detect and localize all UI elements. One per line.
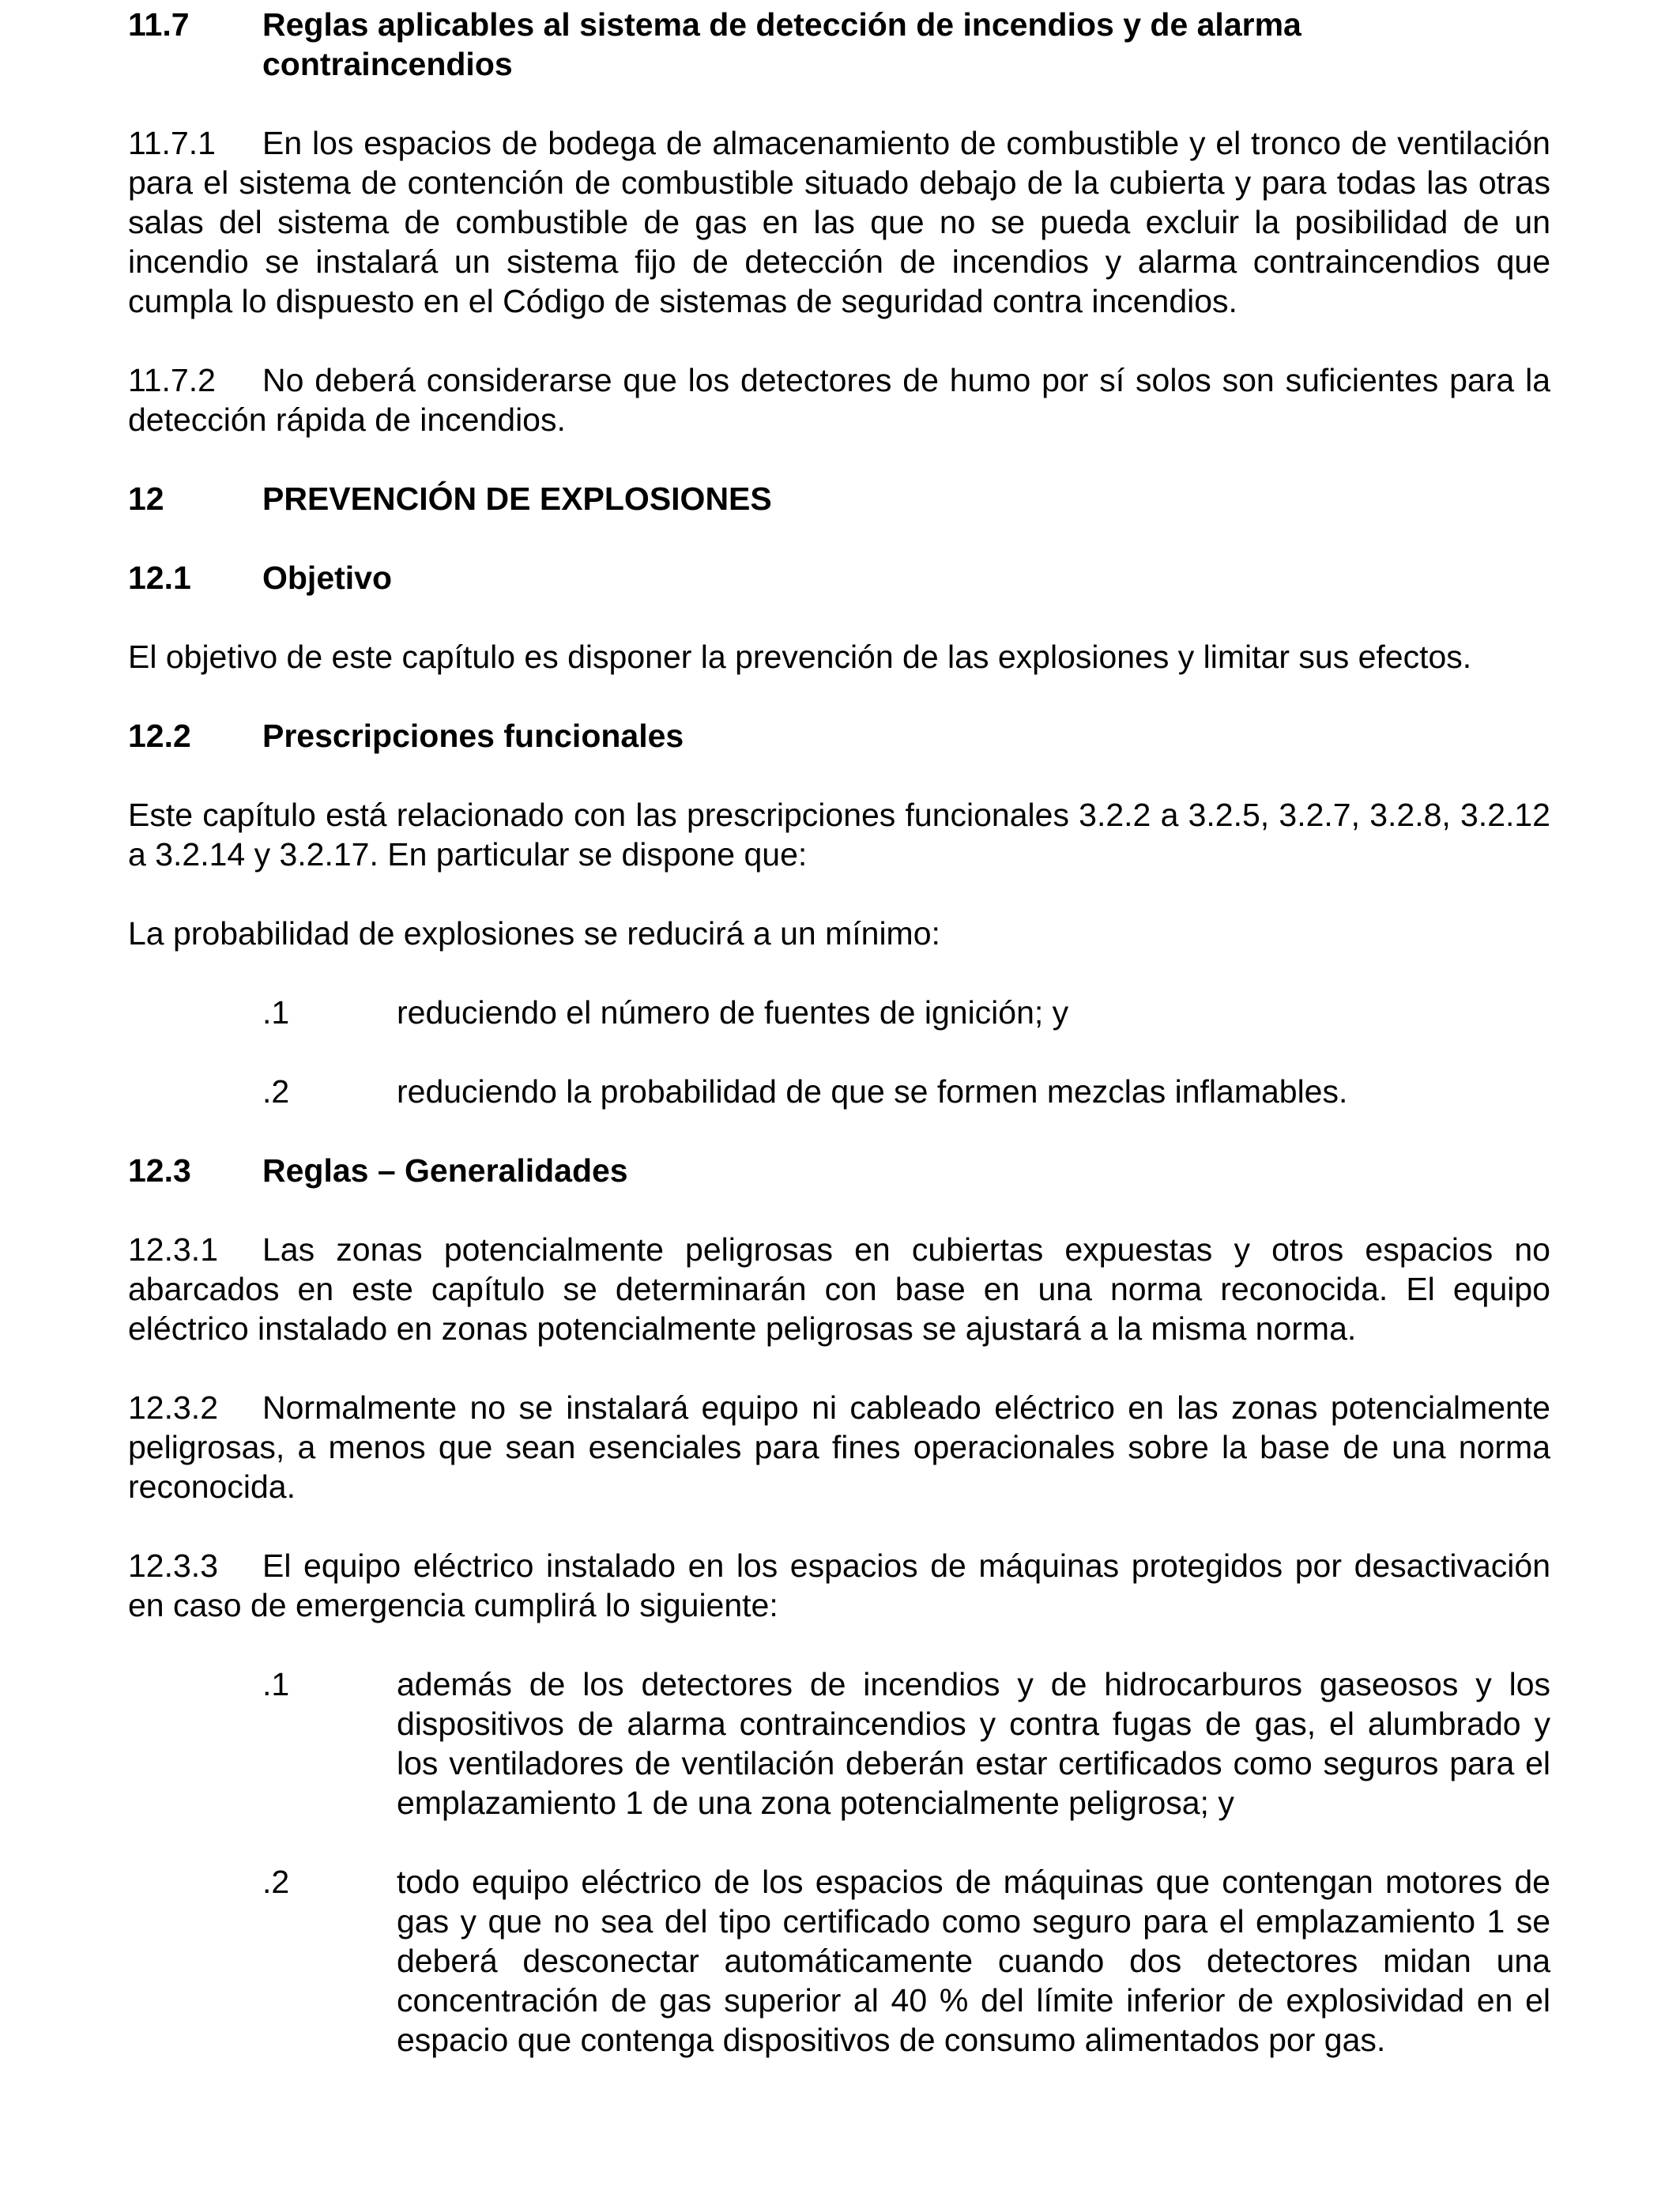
paragraph-number: 12.3.3 xyxy=(128,1547,218,1584)
section-title: Reglas aplicables al sistema de detección de incendios y de alarma contraincendios xyxy=(262,6,1301,82)
paragraph-12-2-intro: Este capítulo está relacionado con las prescripciones funcionales 3.2.2 a 3.2.5, 3.2.7, 3.2.8, 3.2.12 a 3.2.14 y 3.2.17. En particular se dispone que: xyxy=(128,797,1550,873)
list-item-text: reduciendo el número de fuentes de ignición; y xyxy=(397,994,1069,1031)
section-number: 12.1 xyxy=(128,560,191,596)
paragraph-number: 11.7.2 xyxy=(128,362,216,398)
paragraph-number: 12.3.1 xyxy=(128,1231,218,1268)
list-item-number: .1 xyxy=(262,994,290,1031)
paragraph-text: Las zonas potencialmente peligrosas en cubiertas expuestas y otros espacios no abarcados en este capítulo se determinarán con base en una norma reconocida. El equipo eléctrico instalado en zonas potencialmente peligrosas se ajustará a la misma norma. xyxy=(128,1231,1550,1347)
paragraph-12-3-3 xyxy=(128,1546,1550,1625)
section-number: 12.2 xyxy=(128,718,191,754)
section-number: 12 xyxy=(128,481,164,517)
section-heading-12-2 xyxy=(128,716,1550,756)
paragraph-12-2-lead: La probabilidad de explosiones se reducirá a un mínimo: xyxy=(128,915,940,952)
list-item xyxy=(128,993,1550,1032)
paragraph-number: 12.3.2 xyxy=(128,1389,218,1426)
list-item-number: .1 xyxy=(262,1666,290,1702)
paragraph-11-7-1 xyxy=(128,123,1550,321)
list-item-number: .2 xyxy=(262,1864,290,1900)
section-heading-12-1 xyxy=(128,558,1550,598)
paragraph-text: En los espacios de bodega de almacenamiento de combustible y el tronco de ventilación para el sistema de contención de combustible situado debajo de la cubierta y para todas las otras salas del sistema de combustible de gas en las que no se pueda excluir la posibilidad de un incendio se instalará un sistema fijo de detección de incendios y alarma contraincendios que cumpla lo dispuesto en el Código de sistemas de seguridad contra incendios. xyxy=(128,125,1550,319)
list-item xyxy=(128,1862,1550,2060)
paragraph-12-3-2 xyxy=(128,1388,1550,1506)
paragraph-text: Normalmente no se instalará equipo ni cableado eléctrico en las zonas potencialmente peligrosas, a menos que sean esenciales para fines operacionales sobre la base de una norma reconocida. xyxy=(128,1389,1550,1505)
section-number: 11.7 xyxy=(128,6,190,43)
section-heading-11-7 xyxy=(128,5,1550,84)
paragraph-number: 11.7.1 xyxy=(128,125,216,161)
section-number: 12.3 xyxy=(128,1152,191,1189)
section-title: Reglas – Generalidades xyxy=(262,1152,628,1189)
list-item xyxy=(128,1072,1550,1111)
document-page xyxy=(128,5,1550,2060)
paragraph-12-3-1 xyxy=(128,1230,1550,1348)
list-item-text: reduciendo la probabilidad de que se formen mezclas inflamables. xyxy=(397,1073,1348,1110)
list-item-text: todo equipo eléctrico de los espacios de máquinas que contengan motores de gas y que no sea del tipo certificado como seguro para el emplazamiento 1 se deberá desconectar automáticamente cuando dos detectores midan una concentración de gas superior al 40 % del límite inferior de explosividad en el espacio que contenga dispositivos de consumo alimentados por gas. xyxy=(397,1864,1550,2058)
section-title: Objetivo xyxy=(262,560,393,596)
paragraph-text: El equipo eléctrico instalado en los espacios de máquinas protegidos por desactivación en caso de emergencia cumplirá lo siguiente: xyxy=(128,1547,1550,1623)
section-heading-12 xyxy=(128,479,1550,518)
list-item xyxy=(128,1664,1550,1823)
section-title: PREVENCIÓN DE EXPLOSIONES xyxy=(262,481,772,517)
paragraph-12-1: El objetivo de este capítulo es disponer la prevención de las explosiones y limitar sus efectos. xyxy=(128,639,1472,675)
list-item-text: además de los detectores de incendios y de hidrocarburos gaseosos y los dispositivos de alarma contraincendios y contra fugas de gas, el alumbrado y los ventiladores de ventilación deberán estar certificados como seguros para el emplazamiento 1 de una zona potencialmente peligrosa; y xyxy=(397,1666,1550,1821)
paragraph-11-7-2 xyxy=(128,360,1550,439)
section-title: Prescripciones funcionales xyxy=(262,718,684,754)
list-item-number: .2 xyxy=(262,1073,290,1110)
paragraph-text: No deberá considerarse que los detectores de humo por sí solos son suficientes para la detección rápida de incendios. xyxy=(128,362,1550,438)
section-heading-12-3 xyxy=(128,1151,1550,1190)
